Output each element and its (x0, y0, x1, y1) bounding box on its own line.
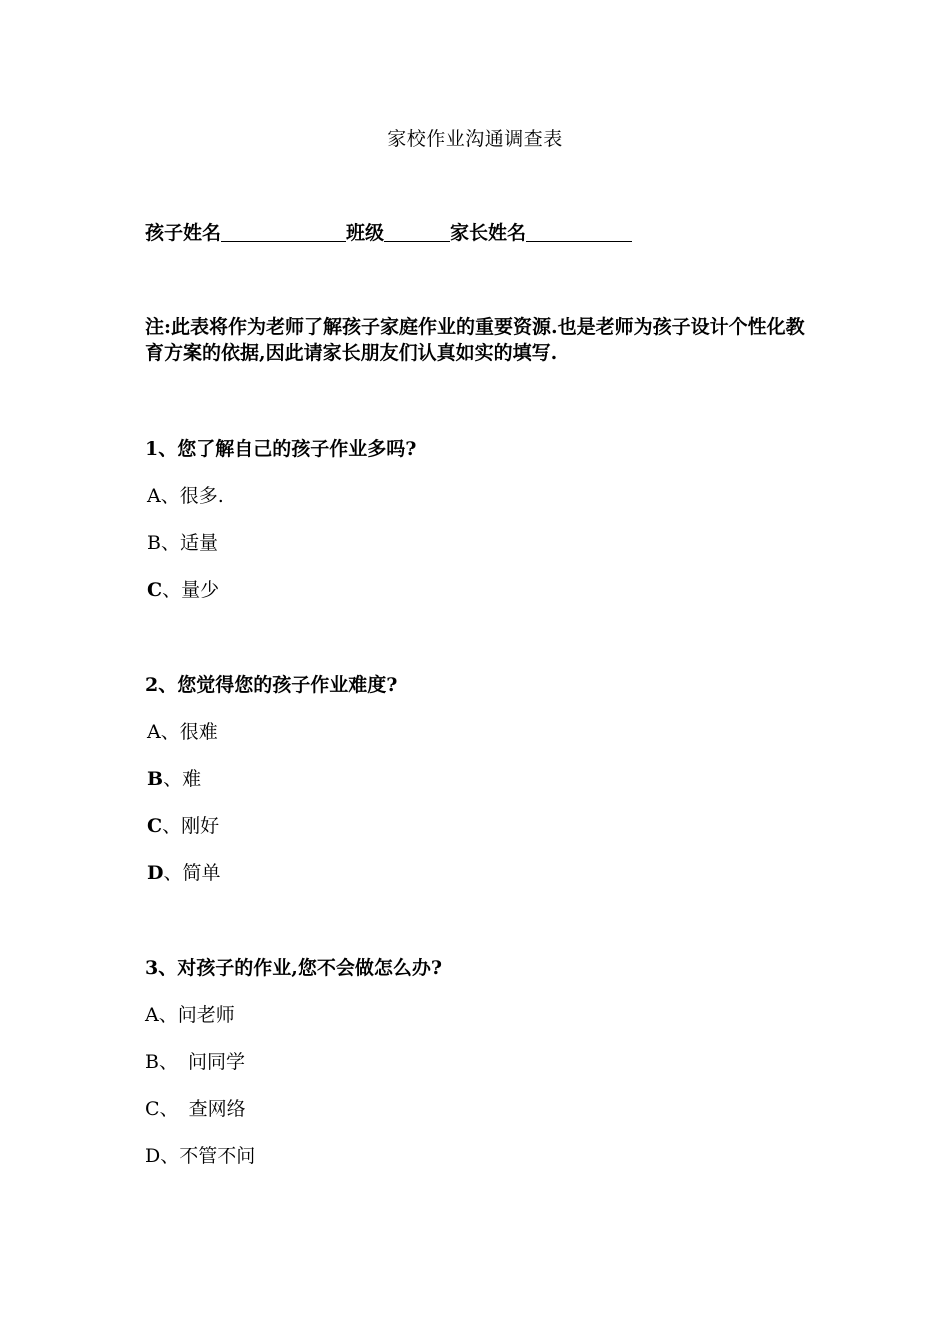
child-name-label: 孩子姓名 (145, 222, 222, 244)
question-1: 1、您了解自己的孩子作业多吗? (145, 438, 417, 460)
option-1a[interactable] (147, 481, 224, 508)
option-3b[interactable] (145, 1047, 245, 1074)
option-sep: 、 (160, 485, 180, 507)
option-text: 很多. (179, 485, 224, 507)
option-text: 问老师 (177, 1004, 235, 1026)
option-letter: D (147, 862, 164, 884)
option-2a[interactable] (147, 717, 218, 744)
option-letter: A (147, 485, 161, 507)
option-sep: 、 (162, 815, 182, 837)
option-text: 很难 (179, 721, 218, 743)
option-3d[interactable] (145, 1141, 255, 1168)
option-text: 适量 (179, 532, 218, 554)
option-sep: 、 (160, 721, 180, 743)
option-sep: 、 (162, 579, 182, 601)
child-name-blank[interactable] (221, 223, 346, 242)
option-sep: 、 (160, 532, 180, 554)
class-blank[interactable] (384, 223, 450, 242)
option-1b[interactable] (147, 528, 218, 555)
option-2d[interactable] (147, 858, 221, 885)
option-3a[interactable] (145, 1000, 235, 1027)
option-letter: B (145, 1051, 159, 1073)
option-letter: A (145, 1004, 159, 1026)
option-text: 问同学 (187, 1051, 245, 1073)
option-letter: C (145, 1098, 160, 1120)
option-letter: B (147, 768, 164, 790)
class-label: 班级 (346, 222, 385, 244)
option-sep: 、 (163, 768, 183, 790)
option-letter: A (147, 721, 161, 743)
question-3: 3、对孩子的作业,您不会做怎么办? (145, 957, 442, 979)
option-3c[interactable] (145, 1094, 246, 1121)
option-text: 难 (182, 768, 202, 790)
option-letter: C (147, 815, 163, 837)
option-letter: C (147, 579, 163, 601)
option-sep: 、 (160, 1145, 180, 1167)
option-1c[interactable] (147, 575, 219, 602)
option-text: 简单 (182, 862, 221, 884)
option-sep: 、 (159, 1098, 179, 1120)
parent-name-label: 家长姓名 (450, 222, 527, 244)
document-title: 家校作业沟通调查表 (387, 128, 563, 150)
option-letter: B (147, 532, 161, 554)
option-text: 查网络 (188, 1098, 246, 1120)
note-paragraph: 注:此表将作为老师了解孩子家庭作业的重要资源.也是老师为孩子设计个性化教育方案的依据,因此请家长朋友们认真如实的填写. (145, 316, 805, 364)
option-text: 刚好 (181, 815, 220, 837)
option-2c[interactable] (147, 811, 219, 838)
option-sep: 、 (158, 1051, 178, 1073)
option-sep: 、 (158, 1004, 178, 1026)
info-line (145, 218, 632, 245)
option-text: 不管不问 (179, 1145, 256, 1167)
question-2: 2、您觉得您的孩子作业难度? (145, 674, 398, 696)
option-text: 量少 (181, 579, 220, 601)
option-letter: D (145, 1145, 161, 1167)
parent-name-blank[interactable] (526, 223, 632, 242)
option-sep: 、 (163, 862, 183, 884)
option-2b[interactable] (147, 764, 201, 791)
